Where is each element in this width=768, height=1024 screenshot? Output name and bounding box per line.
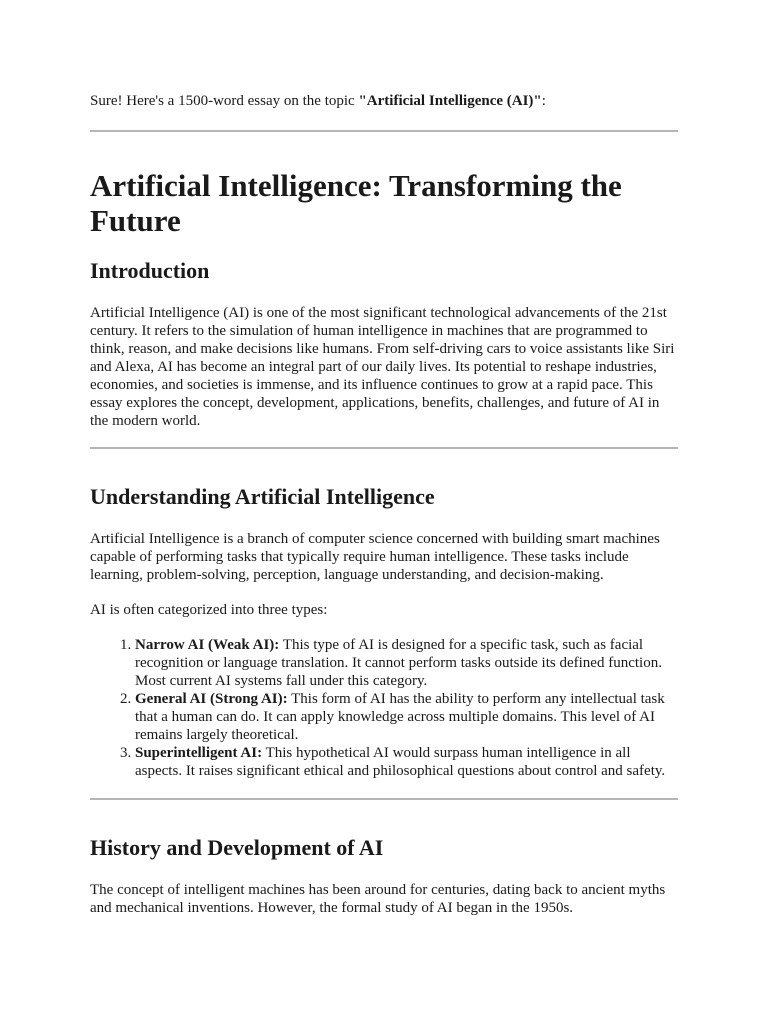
history-heading: History and Development of AI <box>90 835 384 860</box>
list-item-desc: This hypothetical AI would surpass human intelligence in all aspects. It raises significant ethical and philosophical questions about control and safety. <box>135 745 666 779</box>
introduction-body: Artificial Intelligence (AI) is one of the most significant technological advancements of the 21st century. It refers to the simulation of human intelligence in machines that are programmed to think, reason, and make decisions like humans. From self-driving cars to voice assistants like Siri and Alexa, AI has become an integral part of our daily lives. Its potential to reshape industries, economies, and societies is immense, and its influence continues to grow at a rapid pace. This essay explores the concept, development, applications, benefits, challenges, and future of AI in the modern world. <box>90 305 675 429</box>
divider <box>90 447 678 449</box>
list-item <box>135 690 678 744</box>
list-item-term: Narrow AI (Weak AI): <box>135 637 280 653</box>
preface-text: Sure! Here's a 1500-word essay on the topic <box>90 93 359 109</box>
list-item <box>135 744 678 780</box>
ai-types-list <box>90 636 678 780</box>
list-item-term: General AI (Strong AI): <box>135 691 288 707</box>
preface-suffix: : <box>541 93 546 109</box>
history-body: The concept of intelligent machines has been around for centuries, dating back to ancient myths and mechanical inventions. However, the formal study of AI began in the 1950s. <box>90 882 666 916</box>
list-item <box>135 636 678 690</box>
introduction-heading: Introduction <box>90 258 210 283</box>
types-intro: AI is often categorized into three types: <box>90 602 328 618</box>
list-item-desc: This type of AI is designed for a specific task, such as facial recognition or language translation. It cannot perform tasks outside its defined function. Most current AI systems fall under this category. <box>135 637 662 689</box>
understanding-body: Artificial Intelligence is a branch of computer science concerned with building smart machines capable of performing tasks that typically require human intelligence. These tasks include learning, problem-solving, perception, language understanding, and decision-making. <box>90 531 660 583</box>
preface-line <box>90 92 678 110</box>
preface-topic: "Artificial Intelligence (AI)" <box>358 93 542 109</box>
essay-title: Artificial Intelligence: Transforming the Future <box>90 168 622 238</box>
list-item-term: Superintelligent AI: <box>135 745 263 761</box>
divider <box>90 798 678 800</box>
list-item-desc: This form of AI has the ability to perform any intellectual task that a human can do. It can apply knowledge across multiple domains. This level of AI remains largely theoretical. <box>135 691 665 743</box>
understanding-heading: Understanding Artificial Intelligence <box>90 484 435 509</box>
divider <box>90 130 678 132</box>
